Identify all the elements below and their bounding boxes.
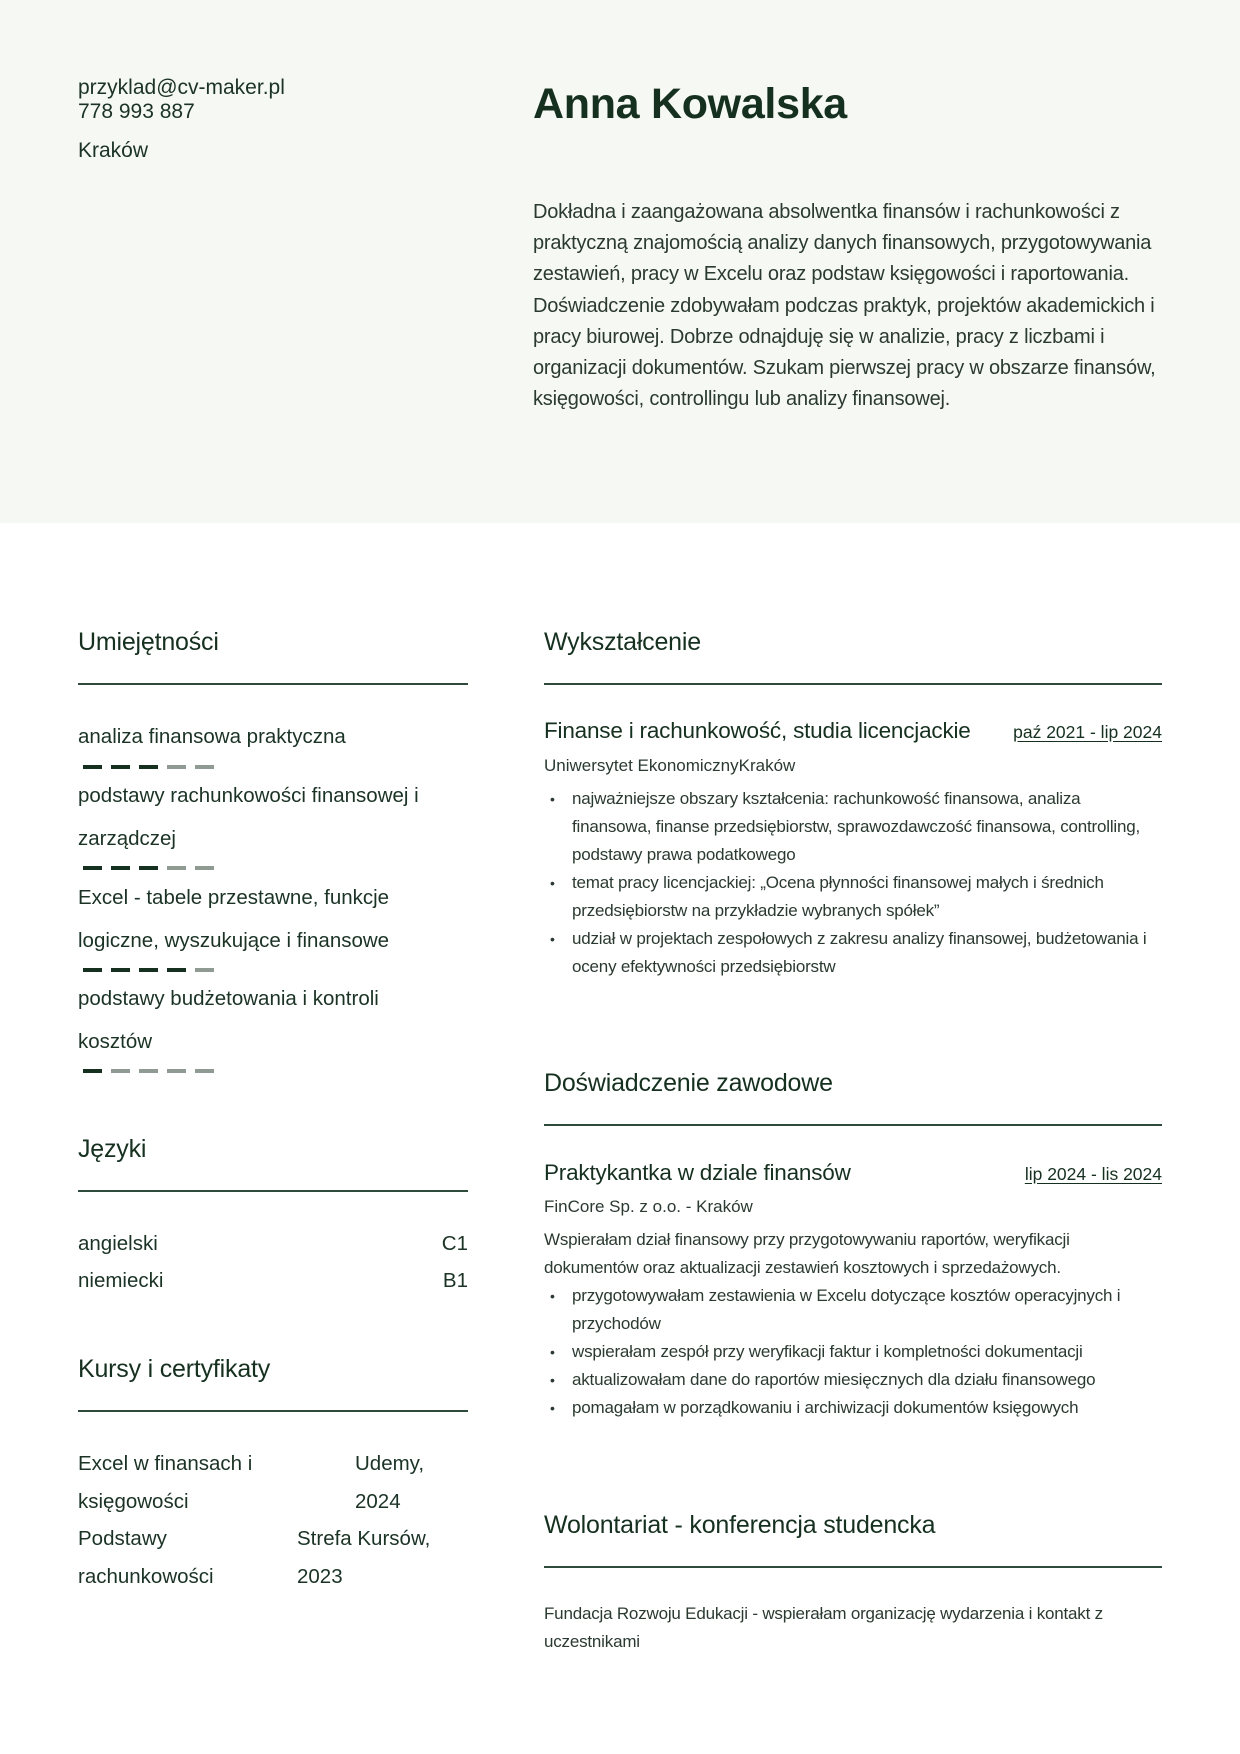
skill-item bbox=[78, 977, 468, 1063]
candidate-name: Anna Kowalska bbox=[533, 80, 847, 128]
skill-item bbox=[78, 715, 468, 758]
skill-label-line: zarządczej bbox=[78, 827, 176, 850]
language-row bbox=[78, 1269, 468, 1293]
list-item: • wspierałam zespół przy weryfikacji faktur i kompletności dokumentacji bbox=[544, 1338, 1164, 1366]
rating-bar-empty bbox=[139, 1069, 158, 1073]
languages-heading: Języki bbox=[78, 1135, 147, 1163]
rating-bar-empty bbox=[167, 1069, 186, 1073]
volunteering-text: Fundacja Rozwoju Edukacji - wspierałam organizację wydarzenia i kontakt z uczestnikami bbox=[544, 1604, 1103, 1651]
skill-label-line: analiza finansowa praktyczna bbox=[78, 725, 346, 748]
rating-bar-empty bbox=[167, 866, 186, 870]
languages-divider bbox=[78, 1190, 468, 1192]
course-provider-line: 2024 bbox=[355, 1489, 401, 1513]
volunteering-divider bbox=[544, 1566, 1162, 1568]
phone[interactable]: 778 993 887 bbox=[78, 100, 195, 123]
skill-item bbox=[78, 876, 468, 962]
skill-item bbox=[78, 774, 468, 860]
list-item: • pomagałam w porządkowaniu i archiwizacji dokumentów księgowych bbox=[544, 1394, 1164, 1422]
experience-title: Praktykantka w dziale finansów bbox=[544, 1160, 851, 1185]
rating-bar-filled bbox=[83, 866, 102, 870]
bullet-icon: • bbox=[550, 875, 555, 891]
rating-bar-filled bbox=[139, 968, 158, 972]
list-item: • przygotowywałam zestawienia w Excelu dotyczące kosztów operacyjnych i przychodów bbox=[544, 1282, 1164, 1338]
rating-bar-empty bbox=[195, 1069, 214, 1073]
skills-heading: Umiejętności bbox=[78, 628, 219, 656]
course-provider-line: 2023 bbox=[297, 1564, 343, 1588]
course-name-line: księgowości bbox=[78, 1489, 189, 1513]
rating-bar-filled bbox=[167, 968, 186, 972]
language-row bbox=[78, 1232, 468, 1256]
email[interactable]: przyklad@cv-maker.pl bbox=[78, 76, 285, 99]
courses-divider bbox=[78, 1410, 468, 1412]
experience-date: lip 2024 - lis 2024 bbox=[1024, 1164, 1162, 1184]
language-level: C1 bbox=[441, 1232, 468, 1255]
bullet-icon: • bbox=[550, 791, 555, 807]
courses-heading: Kursy i certyfikaty bbox=[78, 1355, 271, 1383]
education-title: Finanse i rachunkowość, studia licencjackie bbox=[544, 718, 971, 743]
course-provider bbox=[297, 1520, 430, 1595]
volunteering-heading: Wolontariat - konferencja studencka bbox=[544, 1511, 936, 1539]
rating-bar-empty bbox=[195, 866, 214, 870]
rating-bar-empty bbox=[195, 765, 214, 769]
skill-label-line: kosztów bbox=[78, 1030, 153, 1053]
course-name-line: rachunkowości bbox=[78, 1564, 214, 1588]
course-name bbox=[78, 1520, 214, 1595]
language-name: niemiecki bbox=[78, 1269, 164, 1292]
rating-bar-filled bbox=[139, 866, 158, 870]
skill-label-line: podstawy budżetowania i kontroli bbox=[78, 987, 379, 1010]
rating-bar-filled bbox=[111, 968, 130, 972]
experience-divider bbox=[544, 1124, 1162, 1126]
bullet-icon: • bbox=[550, 1344, 555, 1360]
bullet-icon: • bbox=[550, 1400, 555, 1416]
rating-bar-empty bbox=[111, 1069, 130, 1073]
rating-bar-filled bbox=[83, 1069, 102, 1073]
course-provider bbox=[355, 1445, 424, 1520]
language-name: angielski bbox=[78, 1232, 158, 1255]
skills-divider bbox=[78, 683, 468, 685]
experience-bullets bbox=[544, 1282, 1164, 1422]
experience-company: FinCore Sp. z o.o. - Kraków bbox=[544, 1197, 753, 1216]
language-level: B1 bbox=[442, 1269, 468, 1292]
rating-bar-filled bbox=[83, 968, 102, 972]
profile-summary: Dokładna i zaangażowana absolwentka finansów i rachunkowości z praktyczną znajomością analizy danych finansowych, przygotowywania zestawień, pracy w Excelu oraz podstaw księgowości i raportowania. Doświadczenie zdobywałam podczas praktyk, projektów akademickich i pracy biurowej. Dobrze odnajduję się w analizie, pracy z liczbami i organizacji dokumentów. Szukam pierwszej pracy w obszarze finansów, księgowości, controllingu lub analizy finansowej. bbox=[533, 201, 1156, 411]
bullet-icon: • bbox=[550, 931, 555, 947]
city: Kraków bbox=[78, 139, 149, 162]
bullet-icon: • bbox=[550, 1372, 555, 1388]
experience-heading: Doświadczenie zawodowe bbox=[544, 1069, 833, 1097]
rating-bar-filled bbox=[111, 866, 130, 870]
course-provider-line: Udemy, bbox=[355, 1452, 425, 1475]
rating-bar-filled bbox=[83, 765, 102, 769]
contact-info bbox=[78, 76, 285, 163]
education-heading: Wykształcenie bbox=[544, 628, 701, 656]
list-item: • najważniejsze obszary kształcenia: rachunkowość finansowa, analiza finansowa, finanse przedsiębiorstw, sprawozdawczość finansowa, controlling, podstawy prawa podatkowego bbox=[544, 785, 1164, 869]
rating-bar-filled bbox=[111, 765, 130, 769]
list-item: • temat pracy licencjackiej: „Ocena płynności finansowej małych i średnich przedsiębiorstw na przykładzie wybranych spółek” bbox=[544, 869, 1164, 925]
education-date: paź 2021 - lip 2024 bbox=[1013, 722, 1162, 742]
course-provider-line: Strefa Kursów, bbox=[297, 1527, 431, 1550]
experience-description: Wspierałam dział finansowy przy przygotowywaniu raportów, weryfikacji dokumentów oraz aktualizacji zestawień kosztowych i sprzedażowych. bbox=[544, 1230, 1070, 1277]
skill-label-line: logiczne, wyszukujące i finansowe bbox=[78, 929, 390, 952]
rating-bar-empty bbox=[195, 968, 214, 972]
course-name-line: Excel w finansach i bbox=[78, 1452, 253, 1475]
education-divider bbox=[544, 683, 1162, 685]
skill-label-line: podstawy rachunkowości finansowej i bbox=[78, 784, 419, 807]
course-name bbox=[78, 1445, 252, 1520]
rating-bar-filled bbox=[139, 765, 158, 769]
education-bullets bbox=[544, 785, 1164, 981]
rating-bar-empty bbox=[167, 765, 186, 769]
skill-label-line: Excel - tabele przestawne, funkcje bbox=[78, 886, 390, 909]
course-name-line: Podstawy bbox=[78, 1527, 167, 1550]
education-institution: Uniwersytet EkonomicznyKraków bbox=[544, 756, 796, 775]
list-item: • udział w projektach zespołowych z zakresu analizy finansowej, budżetowania i oceny efektywności przedsiębiorstw bbox=[544, 925, 1164, 981]
bullet-icon: • bbox=[550, 1288, 555, 1304]
list-item: • aktualizowałam dane do raportów miesięcznych dla działu finansowego bbox=[544, 1366, 1164, 1394]
